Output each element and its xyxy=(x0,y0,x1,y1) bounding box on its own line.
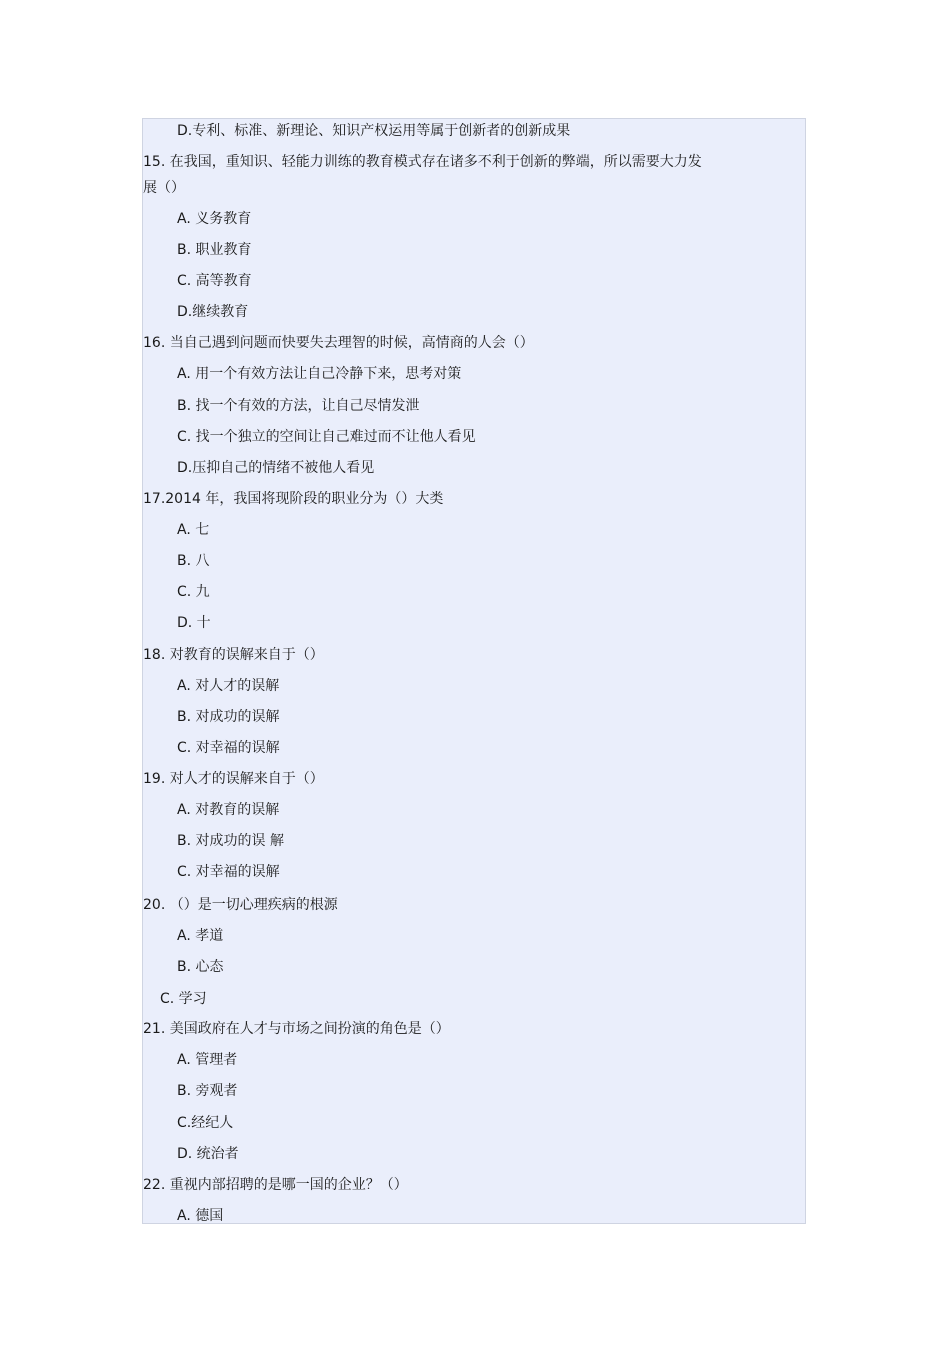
option-line: B. 职业教育 xyxy=(177,242,252,258)
option-line: B. 对成功的误 解 xyxy=(177,833,284,849)
option-line: A. 德国 xyxy=(177,1208,224,1224)
option-line: C. 学习 xyxy=(160,991,207,1007)
option-line: B. 心态 xyxy=(177,959,224,975)
option-line: A. 对教育的误解 xyxy=(177,802,280,818)
option-line: C. 找一个独立的空间让自己难过而不让他人看见 xyxy=(177,429,476,445)
option-line: C. 对幸福的误解 xyxy=(177,864,280,880)
option-line: B. 八 xyxy=(177,553,210,569)
question-line: 18. 对教育的误解来自于（） xyxy=(143,647,324,663)
option-line: D. 十 xyxy=(177,615,211,631)
option-line: B. 旁观者 xyxy=(177,1083,238,1099)
question-line: 15. 在我国，重知识、轻能力训练的教育模式存在诸多不利于创新的弊端，所以需要大力发 xyxy=(143,154,702,170)
option-line: D.压抑自己的情绪不被他人看见 xyxy=(177,460,375,476)
option-line: C.经纪人 xyxy=(177,1115,234,1131)
option-line: C. 九 xyxy=(177,584,210,600)
option-line: A. 对人才的误解 xyxy=(177,678,280,694)
question-line: 19. 对人才的误解来自于（） xyxy=(143,771,324,787)
option-line: B. 对成功的误解 xyxy=(177,709,280,725)
question-line: 21. 美国政府在人才与市场之间扮演的角色是（） xyxy=(143,1021,450,1037)
option-line: C. 对幸福的误解 xyxy=(177,740,280,756)
question-line: 22. 重视内部招聘的是哪一国的企业？（） xyxy=(143,1177,408,1193)
question-line: 20. （）是一切心理疾病的根源 xyxy=(143,897,338,913)
option-line: D. 统治者 xyxy=(177,1146,239,1162)
option-line: D.专利、标准、新理论、知识产权运用等属于创新者的创新成果 xyxy=(177,123,571,139)
question-line: 16. 当自己遇到问题而快要失去理智的时候，高情商的人会（） xyxy=(143,335,534,351)
option-line: A. 七 xyxy=(177,522,210,538)
option-line: A. 用一个有效方法让自己冷静下来，思考对策 xyxy=(177,366,462,382)
option-line: D.继续教育 xyxy=(177,304,249,320)
question-line: 展（） xyxy=(143,180,185,196)
option-line: A. 孝道 xyxy=(177,928,224,944)
option-line: A. 义务教育 xyxy=(177,211,252,227)
option-line: C. 高等教育 xyxy=(177,273,252,289)
question-line: 17.2014 年，我国将现阶段的职业分为（）大类 xyxy=(143,491,444,507)
option-line: B. 找一个有效的方法，让自己尽情发泄 xyxy=(177,398,420,414)
option-line: A. 管理者 xyxy=(177,1052,238,1068)
